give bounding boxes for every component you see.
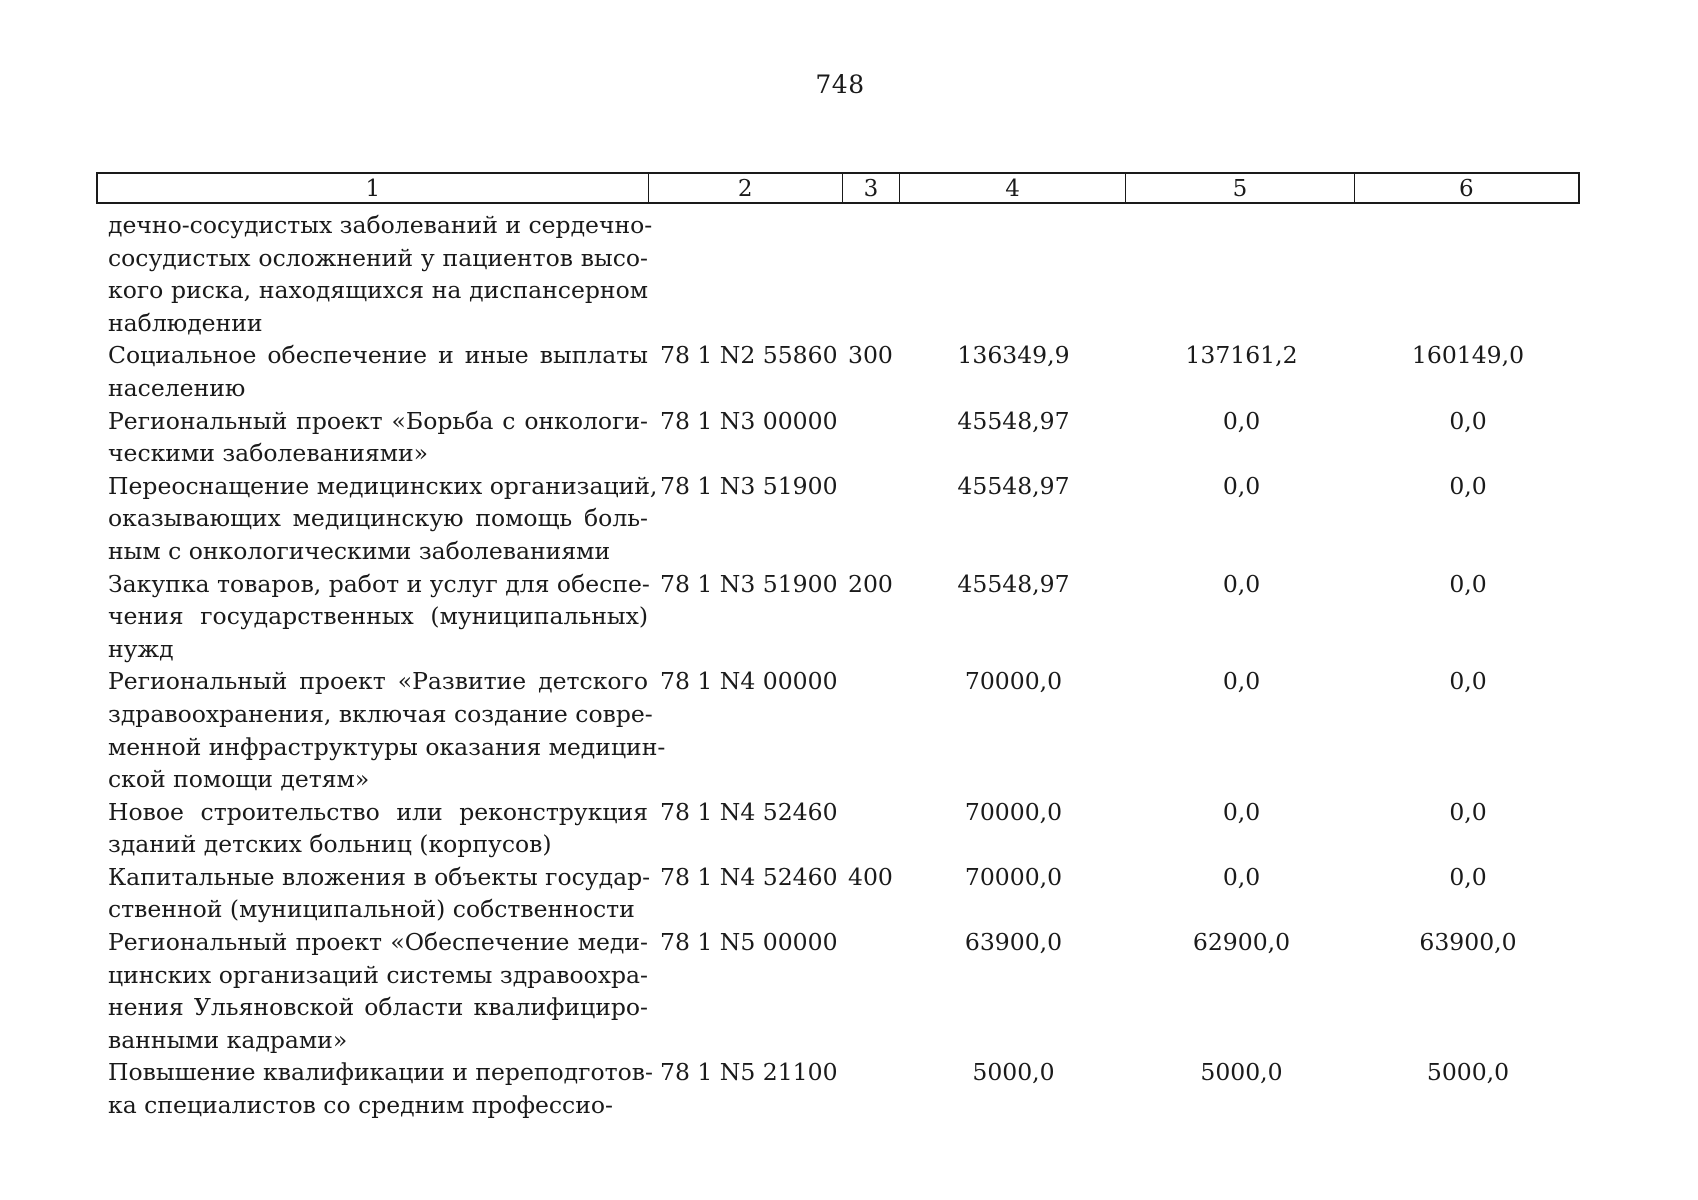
table-row xyxy=(96,209,1580,339)
row-expense-type: 300 xyxy=(848,341,893,370)
header-cell-2: 2 xyxy=(649,174,843,202)
row-value-col5: 0,0 xyxy=(1222,862,1261,891)
row-expense-type xyxy=(843,926,900,1056)
table-row xyxy=(96,861,1580,926)
row-value-col4: 70000,0 xyxy=(964,797,1063,826)
row-value-col4: 45548,97 xyxy=(957,569,1070,598)
row-name-line: менной инфраструктуры оказания медицин- xyxy=(108,732,666,761)
row-code: 78 1 N2 55860 xyxy=(660,341,838,370)
row-name xyxy=(96,339,648,404)
row-name-line: ской помощи детям» xyxy=(108,765,370,794)
row-name-line: ственной (муниципальной) собственности xyxy=(108,895,635,924)
row-name-line: населению xyxy=(108,373,246,402)
row-value-col6: 0,0 xyxy=(1449,569,1487,598)
row-code: 78 1 N4 00000 xyxy=(660,667,838,696)
row-value-col5: 137161,2 xyxy=(1185,341,1298,370)
row-code: 78 1 N3 51900 xyxy=(660,471,838,500)
row-name xyxy=(96,209,653,339)
row-value-col5: 0,0 xyxy=(1222,406,1261,435)
row-name-line: кого риска, находящихся на диспансерном xyxy=(108,276,648,305)
row-name-line: наблюдении xyxy=(108,308,263,337)
row-name-line: чения государственных (муниципальных) xyxy=(108,602,648,631)
header-cell-6: 6 xyxy=(1458,176,1474,202)
row-value-col6: 5000,0 xyxy=(1426,1058,1510,1087)
table-row xyxy=(96,470,1580,568)
row-value-col4: 5000,0 xyxy=(972,1058,1055,1087)
row-name-line: Новое строительство или реконструкция xyxy=(108,797,648,826)
row-name-line: Социальное обеспечение и иные выплаты xyxy=(108,341,648,370)
table-row xyxy=(96,568,1580,666)
row-value-col4: 45548,97 xyxy=(957,406,1070,435)
row-name-line: здравоохранения, включая создание совре- xyxy=(108,699,653,728)
table-row xyxy=(96,665,1580,795)
row-expense-type xyxy=(843,209,900,339)
row-value-col4: 45548,97 xyxy=(957,471,1070,500)
row-name-line: сосудистых осложнений у пациентов высо- xyxy=(108,243,648,272)
table-header xyxy=(96,172,1580,204)
row-value-col6: 160149,0 xyxy=(1411,341,1525,370)
row-value-col5: 62900,0 xyxy=(1192,928,1291,957)
row-expense-type: 400 xyxy=(848,862,893,891)
row-value-col5: 5000,0 xyxy=(1200,1058,1283,1087)
row-code: 78 1 N4 52460 xyxy=(660,797,838,826)
row-name-line: цинских организаций системы здравоохра- xyxy=(108,960,648,989)
row-value-col4: 70000,0 xyxy=(964,862,1063,891)
row-code: 78 1 N4 52460 xyxy=(660,862,838,891)
page-number: 748 xyxy=(815,70,865,99)
row-name xyxy=(96,796,648,861)
row-value-col6: 0,0 xyxy=(1449,406,1487,435)
row-expense-type xyxy=(843,665,900,795)
table-body xyxy=(96,209,1580,1122)
row-name-line: Региональный проект «Борьба с онкологи- xyxy=(108,406,648,435)
row-code: 78 1 N5 21100 xyxy=(660,1058,838,1087)
header-cell-3: 3 xyxy=(843,174,900,202)
row-name-line: ванными кадрами» xyxy=(108,1025,348,1054)
row-code: 78 1 N3 51900 xyxy=(660,569,838,598)
row-name xyxy=(96,926,648,1056)
row-value-col4 xyxy=(900,209,1127,339)
row-name-line: нужд xyxy=(108,634,174,663)
row-name-line: дечно-сосудистых заболеваний и сердечно- xyxy=(108,211,653,239)
row-code xyxy=(648,209,843,339)
row-value-col6: 0,0 xyxy=(1449,797,1487,826)
row-value-col6: 63900,0 xyxy=(1419,928,1517,957)
row-name-line: Повышение квалификации и переподготов- xyxy=(108,1058,653,1087)
header-cell-5: 5 xyxy=(1126,174,1354,202)
table-row xyxy=(96,796,1580,861)
row-value-col6: 0,0 xyxy=(1449,471,1487,500)
row-value-col4: 63900,0 xyxy=(964,928,1063,957)
row-value-col6: 0,0 xyxy=(1449,862,1487,891)
row-value-col5: 0,0 xyxy=(1222,667,1261,696)
row-expense-type xyxy=(843,796,900,861)
row-name xyxy=(96,405,648,470)
row-name-line: Переоснащение медицинских организаций, xyxy=(108,471,658,500)
row-expense-type xyxy=(843,405,900,470)
row-value-col5: 0,0 xyxy=(1222,797,1261,826)
row-code: 78 1 N3 00000 xyxy=(660,406,838,435)
row-value-col5: 0,0 xyxy=(1222,471,1261,500)
row-value-col5 xyxy=(1127,209,1356,339)
header-cell-4: 4 xyxy=(900,174,1126,202)
row-value-col6: 0,0 xyxy=(1449,667,1487,696)
row-name xyxy=(96,861,651,926)
row-name-line: оказывающих медицинскую помощь боль- xyxy=(108,504,648,533)
row-value-col6 xyxy=(1356,209,1580,339)
row-name-line: нения Ульяновской области квалифициро- xyxy=(108,993,648,1022)
row-name xyxy=(96,665,666,795)
row-value-col5: 0,0 xyxy=(1222,569,1261,598)
row-code: 78 1 N5 00000 xyxy=(660,928,838,957)
row-expense-type: 200 xyxy=(848,569,893,598)
row-name xyxy=(96,568,648,666)
row-name xyxy=(96,1056,653,1121)
table-row xyxy=(96,926,1580,1056)
row-value-col4: 136349,9 xyxy=(957,341,1070,370)
row-name-line: ческими заболеваниями» xyxy=(108,439,429,468)
row-name-line: Региональный проект «Обеспечение меди- xyxy=(108,928,648,957)
table-row xyxy=(96,1056,1580,1121)
row-name xyxy=(96,470,658,568)
row-name-line: Закупка товаров, работ и услуг для обеспе- xyxy=(108,569,650,598)
table-row xyxy=(96,339,1580,404)
row-name-line: зданий детских больниц (корпусов) xyxy=(108,830,552,859)
row-name-line: Капитальные вложения в объекты государ- xyxy=(108,862,651,891)
header-cell-1: 1 xyxy=(98,174,649,202)
row-name-line: ным с онкологическими заболеваниями xyxy=(108,536,611,565)
table-row xyxy=(96,405,1580,470)
row-expense-type xyxy=(843,470,900,568)
row-expense-type xyxy=(843,1056,900,1121)
row-name-line: Региональный проект «Развитие детского xyxy=(108,667,648,696)
row-value-col4: 70000,0 xyxy=(964,667,1063,696)
row-name-line: ка специалистов со средним профессио- xyxy=(108,1091,613,1120)
